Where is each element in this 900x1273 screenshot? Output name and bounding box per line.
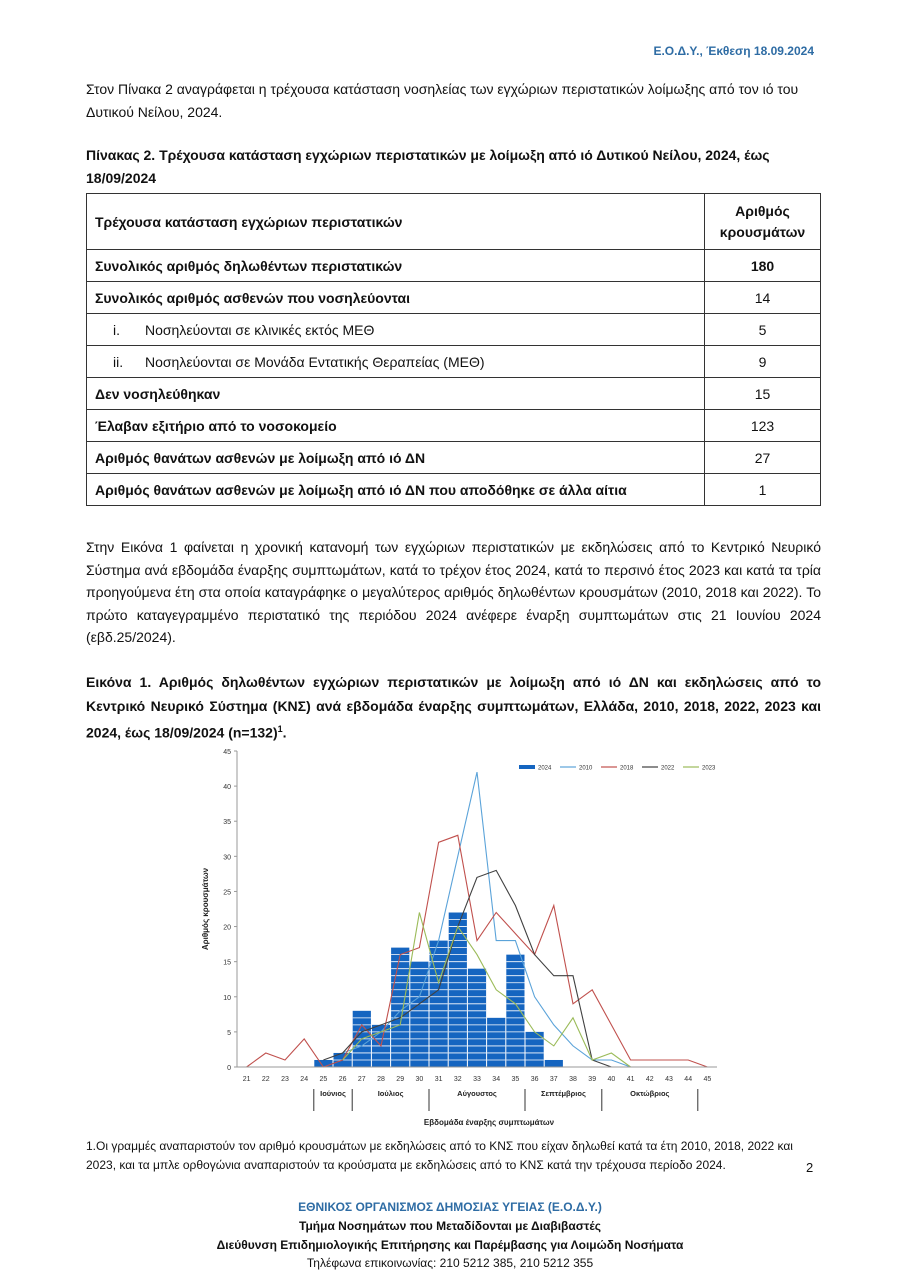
bar-2024-wk25 <box>314 1060 332 1067</box>
row-label: Συνολικός αριθμός ασθενών που νοσηλεύονται <box>87 282 705 314</box>
figure-caption-text: Εικόνα 1. Αριθμός δηλωθέντων εγχώριων περιστατικών με λοίμωξη από ιό ΔΝ και εκδηλώσεις από το Κεντρικό Νευρικό Σύστημα (ΚΝΣ) ανά εβδομάδα έναρξης συμπτωμάτων, Ελλάδα, 2010, 2018, 2022, 2023 και 2024, έως 18/09/2024 (n=132) <box>86 674 821 741</box>
y-axis-label: Αριθμός κρουσμάτων <box>201 867 210 951</box>
x-tick-label: 44 <box>684 1076 693 1083</box>
row-label: Νοσηλεύονται σε Μονάδα Εντατικής Θεραπείας (ΜΕΘ) <box>145 353 485 370</box>
x-tick-label: 31 <box>434 1076 443 1083</box>
x-axis-label: Εβδομάδα έναρξης συμπτωμάτων <box>423 1118 555 1127</box>
x-tick-label: 27 <box>357 1076 366 1083</box>
y-tick-label: 5 <box>227 1029 231 1037</box>
x-tick-label: 25 <box>319 1076 328 1083</box>
x-tick-label: 36 <box>530 1076 539 1083</box>
legend-label: 2022 <box>661 765 675 772</box>
month-label: Ιούνιος <box>320 1089 346 1098</box>
row-numeral: i. <box>113 321 120 338</box>
footer-phones: Τηλέφωνα επικοινωνίας: 210 5212 385, 210 5212 355 <box>306 1256 594 1270</box>
col-header-status: Τρέχουσα κατάσταση εγχώριων περιστατικών <box>87 194 705 250</box>
x-tick-label: 41 <box>626 1076 635 1083</box>
table-caption: Πίνακας 2. Τρέχουσα κατάσταση εγχώριων περιστατικών με λοίμωξη από ιό Δυτικού Νείλου, 2024, έως 18/09/2024 <box>86 147 770 186</box>
row-value: 123 <box>705 410 821 442</box>
x-tick-label: 38 <box>569 1076 577 1083</box>
row-value: 9 <box>705 346 821 378</box>
footer-department: Τμήμα Νοσημάτων που Μεταδίδονται με Διαβιβαστές <box>299 1219 601 1233</box>
row-numeral: ii. <box>113 353 124 370</box>
x-tick-label: 23 <box>281 1076 289 1083</box>
row-value: 27 <box>705 442 821 474</box>
month-label: Ιούλιος <box>377 1089 404 1098</box>
x-tick-label: 30 <box>415 1076 424 1083</box>
footer-org: ΕΘΝΙΚΟΣ ΟΡΓΑΝΙΣΜΟΣ ΔΗΜΟΣΙΑΣ ΥΓΕΙΑΣ (Ε.Ο.Δ.Υ.) <box>298 1200 602 1214</box>
footer-directorate: Διεύθυνση Επιδημιολογικής Επιτήρησης και Παρέμβασης για Λοιμώδη Νοσήματα <box>216 1238 684 1252</box>
intro-paragraph: Στον Πίνακα 2 αναγράφεται η τρέχουσα κατάσταση νοσηλείας των εγχώριων περιστατικών λοίμωξης από τον ιό του Δυτικού Νείλου, 2024. <box>86 81 799 120</box>
x-tick-label: 33 <box>473 1076 481 1083</box>
x-tick-label: 43 <box>665 1076 673 1083</box>
x-tick-label: 37 <box>549 1076 558 1083</box>
x-tick-label: 26 <box>338 1076 347 1083</box>
y-tick-label: 40 <box>223 784 231 792</box>
footnote: 1.Οι γραμμές αναπαριστούν τον αριθμό κρουσμάτων με εκδηλώσεις από το ΚΝΣ που είχαν δηλωθεί κατά τα έτη 2010, 2018, 2022 και 2023, και τα μπλε ορθογώνια αναπαριστούν τα κρούσματα με εκδηλώσεις από το ΚΝΣ κατά την τρέχουσα περίοδο 2024. <box>86 1139 793 1172</box>
col-header-count: Αριθμός κρουσμάτων <box>705 194 821 250</box>
row-label: Συνολικός αριθμός δηλωθέντων περιστατικών <box>87 250 705 282</box>
bar-2024-wk37 <box>545 1060 563 1067</box>
legend-label: 2024 <box>538 765 552 772</box>
x-tick-label: 45 <box>703 1076 712 1083</box>
x-tick-label: 21 <box>242 1076 251 1083</box>
report-header: Ε.Ο.Δ.Υ., Έκθεση 18.09.2024 <box>653 44 814 58</box>
y-tick-label: 10 <box>223 994 231 1002</box>
x-tick-label: 24 <box>300 1076 309 1083</box>
row-value: 14 <box>705 282 821 314</box>
y-tick-label: 25 <box>223 889 231 897</box>
y-tick-label: 20 <box>223 924 231 932</box>
x-tick-label: 29 <box>396 1076 405 1083</box>
row-value: 15 <box>705 378 821 410</box>
figure-description: Στην Εικόνα 1 φαίνεται η χρονική κατανομή των εγχώριων περιστατικών με εκδηλώσεις από το Κεντρικό Νευρικό Σύστημα ανά εβδομάδα έναρξης συμπτωμάτων, κατά το τρέχον έτος 2024, κατά το περσινό έτος 2023 και κατά τα τρία προηγούμενα έτη στα οποία καταγράφηκε ο μεγαλύτερος αριθμός δηλωθέντων κρουσμάτων (2010, 2018 και 2022). Το πρώτο καταγεγραμμένο περιστατικό της περιόδου 2024 ανέφερε έναρξη συμπτωμάτων στις 21 Ιουνίου 2024 (εβδ.25/2024). <box>86 539 821 645</box>
row-label: Δεν νοσηλεύθηκαν <box>87 378 705 410</box>
bar-2024-wk29 <box>391 948 409 1067</box>
x-tick-label: 28 <box>377 1076 385 1083</box>
month-label: Αύγουστος <box>457 1089 497 1098</box>
month-label: Σεπτέμβριος <box>540 1089 586 1098</box>
row-value: 1 <box>705 474 821 506</box>
x-tick-label: 40 <box>607 1076 616 1083</box>
legend-swatch-2024 <box>519 765 535 769</box>
figure-caption-sup: 1 <box>277 724 283 734</box>
x-tick-label: 32 <box>453 1076 462 1083</box>
month-label: Οκτώβριος <box>630 1089 670 1098</box>
x-tick-label: 42 <box>645 1076 654 1083</box>
y-tick-label: 30 <box>223 854 231 862</box>
x-tick-label: 39 <box>588 1076 597 1083</box>
row-label: Αριθμός θανάτων ασθενών με λοίμωξη από ιό ΔΝ που αποδόθηκε σε άλλα αίτια <box>87 474 705 506</box>
figure-caption-end: . <box>282 724 287 741</box>
y-tick-label: 35 <box>223 819 231 827</box>
row-label: Αριθμός θανάτων ασθενών με λοίμωξη από ιό ΔΝ <box>87 442 705 474</box>
page-number: 2 <box>806 1160 814 1175</box>
row-label: Νοσηλεύονται σε κλινικές εκτός ΜΕΘ <box>145 321 375 338</box>
legend-label: 2018 <box>620 765 634 772</box>
row-value: 5 <box>705 314 821 346</box>
y-tick-label: 0 <box>227 1065 231 1072</box>
x-tick-label: 35 <box>511 1076 520 1083</box>
legend-label: 2023 <box>702 765 716 772</box>
y-tick-label: 45 <box>223 749 231 756</box>
y-tick-label: 15 <box>223 959 231 967</box>
row-value: 180 <box>705 250 821 282</box>
x-tick-label: 22 <box>261 1076 270 1083</box>
x-tick-label: 34 <box>492 1076 501 1083</box>
legend-label: 2010 <box>579 765 593 772</box>
row-label: Έλαβαν εξιτήριο από το νοσοκομείο <box>87 410 705 442</box>
